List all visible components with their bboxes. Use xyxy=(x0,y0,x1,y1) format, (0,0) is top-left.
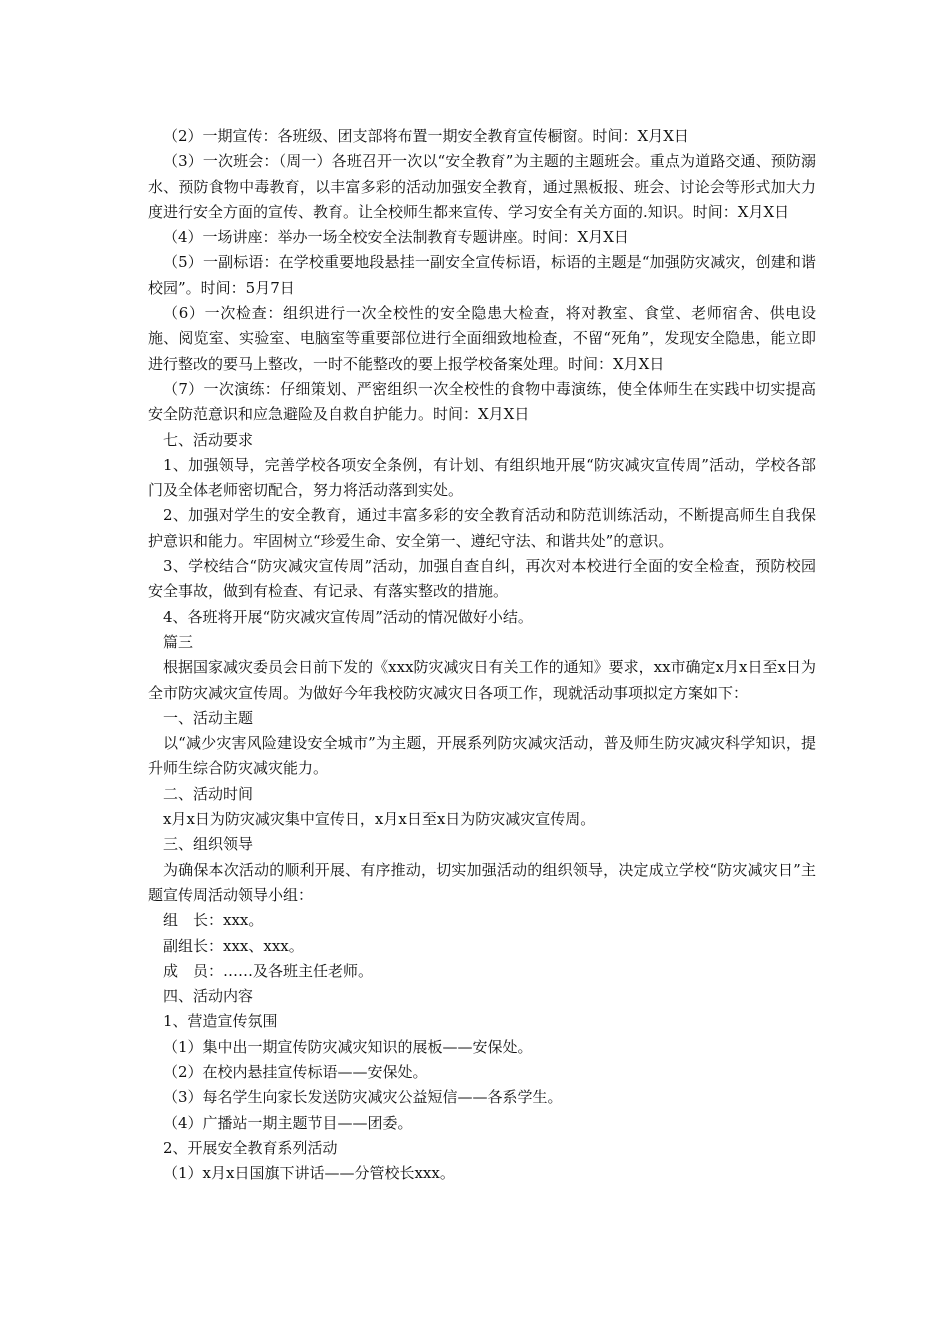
list-item: （4）广播站一期主题节目——团委。 xyxy=(163,1113,413,1132)
list-item: （1）集中出一期宣传防灾减灾知识的展板——安保处。 xyxy=(163,1037,533,1056)
paragraph: 1、加强领导，完善学校各项安全条例，有计划、有组织地开展“防灾减灾宣传周”活动，学校各部门及全体老师密切配合，努力将活动落到实处。 xyxy=(148,455,816,500)
section-heading: 三、组织领导 xyxy=(163,835,254,854)
document-body xyxy=(148,124,816,1186)
paragraph: （6）一次检查：组织进行一次全校性的安全隐患大检查，将对教室、食堂、老师宿舍、供电设施、阅览室、实验室、电脑室等重要部位进行全面细致地检查，不留“死角”，发现安全隐患，能立即进行整改的要马上整改，一时不能整改的要上报学校备案处理。时间：X月X日 xyxy=(148,304,816,373)
section-heading: 二、活动时间 xyxy=(163,784,254,803)
list-item: （1）x月x日国旗下讲话——分管校长xxx。 xyxy=(163,1164,455,1183)
list-item: （2）在校内悬挂宣传标语——安保处。 xyxy=(163,1062,428,1081)
paragraph: （5）一副标语：在学校重要地段悬挂一副安全宣传标语，标语的主题是“加强防灾减灾，创建和谐校园”。时间：5月7日 xyxy=(148,253,816,297)
paragraph: （3）一次班会：（周一）各班召开一次以“安全教育”为主题的主题班会。重点为道路交通、预防溺水、预防食物中毒教育，以丰富多彩的活动加强安全教育，通过黑板报、班会、讨论会等形式加大力度进行安全方面的宣传、教育。让全校师生都来宣传、学习安全有关方面的.知识。时间：X月X日 xyxy=(148,152,816,221)
paragraph: 副组长：xxx、xxx。 xyxy=(163,936,304,955)
paragraph: x月x日为防灾减灾集中宣传日，x月x日至x日为防灾减灾宣传周。 xyxy=(163,810,596,829)
section-heading: 七、活动要求 xyxy=(163,430,254,449)
paragraph: （4）一场讲座：举办一场全校安全法制教育专题讲座。时间：X月X日 xyxy=(163,228,629,247)
section-heading: 四、活动内容 xyxy=(163,987,254,1006)
paragraph: （7）一次演练：仔细策划、严密组织一次全校性的食物中毒演练，使全体师生在实践中切实提高安全防范意识和应急避险及自救自护能力。时间：X月X日 xyxy=(148,379,816,424)
paragraph: （2）一期宣传：各班级、团支部将布置一期安全教育宣传橱窗。时间：X月X日 xyxy=(163,127,689,145)
paragraph: 以“减少灾害风险建设安全城市”为主题，开展系列防灾减灾活动，普及师生防灾减灾科学知识，提升师生综合防灾减灾能力。 xyxy=(148,734,816,778)
paragraph: 为确保本次活动的顺利开展、有序推动，切实加强活动的组织领导，决定成立学校“防灾减灾日”主题宣传周活动领导小组： xyxy=(148,860,816,904)
subsection-heading: 1、营造宣传氛围 xyxy=(163,1012,278,1031)
paragraph: 根据国家减灾委员会日前下发的《xxx防灾减灾日有关工作的通知》要求，xx市确定x月x日至x日为全市防灾减灾宣传周。为做好今年我校防灾减灾日各项工作，现就活动事项拟定方案如下： xyxy=(148,658,816,702)
paragraph: 2、加强对学生的安全教育，通过丰富多彩的安全教育活动和防范训练活动，不断提高师生自我保护意识和能力。牢固树立“珍爱生命、安全第一、遵纪守法、和谐共处”的意识。 xyxy=(148,506,816,550)
list-item: （3）每名学生向家长发送防灾减灾公益短信——各系学生。 xyxy=(163,1088,563,1107)
paragraph: 成 员：……及各班主任老师。 xyxy=(163,961,374,980)
paragraph: 组 长：xxx。 xyxy=(163,911,264,930)
subsection-heading: 2、开展安全教育系列活动 xyxy=(163,1138,338,1157)
paragraph: 4、各班将开展“防灾减灾宣传周”活动的情况做好小结。 xyxy=(163,607,533,626)
paragraph: 3、学校结合“防灾减灾宣传周”活动，加强自查自纠，再次对本校进行全面的安全检查，预防校园安全事故，做到有检查、有记录、有落实整改的措施。 xyxy=(148,557,816,601)
section-heading: 一、活动主题 xyxy=(163,708,254,727)
part-heading: 篇三 xyxy=(163,632,194,651)
